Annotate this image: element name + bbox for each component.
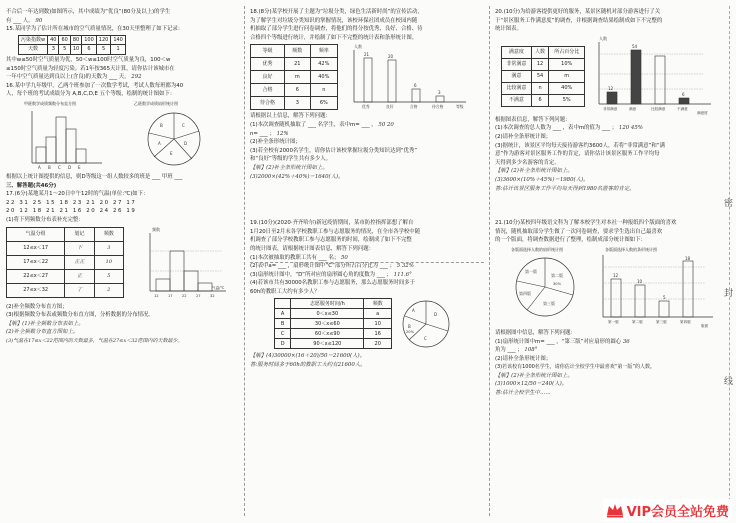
table-header: 所占百分比 xyxy=(549,46,585,58)
question-19: 19.(10分)(2020·齐齐哈尔)新冠疫情期间，某市防控指挥部想了解自 xyxy=(250,220,414,227)
solution-line: 【解】(2)补全条形统计图如上。 xyxy=(495,372,573,379)
table-cell: 100 xyxy=(82,35,97,45)
solution-line: 答:估计全校学生中…… xyxy=(495,390,551,397)
tick-label: 待合格 xyxy=(432,104,444,110)
pie-label: 第四版 xyxy=(519,290,531,296)
question-18: 18.(8分)某学校开展了主题为“垃圾分类，绿色生活新时尚”的宣传活动， xyxy=(250,9,423,15)
solution-line: (3)2000×(42%＋40%)＝1640(人)。 xyxy=(250,173,344,180)
table-cell: n xyxy=(531,82,549,94)
crown-icon xyxy=(606,502,624,518)
solution-line: (3)气温在17≤x＜22范围内的天数最多，气温在27≤x＜32范围内的天数最少。 xyxy=(6,337,183,344)
table-cell: 20 xyxy=(364,339,392,349)
svg-text:D: D xyxy=(184,140,188,146)
table-cell: 2 xyxy=(94,283,123,297)
table-cell: 满意 xyxy=(502,70,532,82)
tick-label: 合格 xyxy=(410,104,418,110)
table-header: 满意度 xyxy=(502,46,532,58)
table-cell: 22≤x＜27 xyxy=(7,269,65,283)
table-header: 频数 xyxy=(364,299,392,309)
tick-label: 32 xyxy=(210,293,215,298)
text-line: (3)据统计，该景区平均每天接待游客约3600人，若将“非常满意”和“满 xyxy=(495,142,665,149)
table-header: 频率 xyxy=(310,45,337,58)
table-cell: 不满意 xyxy=(502,94,532,106)
svg-text:A: A xyxy=(38,164,41,170)
data-label: 10 xyxy=(637,278,643,284)
text-line: 机抽取了部分学生进行问卷调查，将他们的得分按优秀、良好、合格、待 xyxy=(250,26,423,33)
table-cell: 10 xyxy=(70,45,81,55)
axis-label: 人数 xyxy=(354,44,362,50)
table-cell: 5 xyxy=(94,269,123,283)
blank-space xyxy=(250,181,484,219)
q19-figures xyxy=(250,296,484,352)
data-label: 18 xyxy=(685,255,691,261)
table-cell: 下 xyxy=(65,241,94,255)
tick-label: 非常满意 xyxy=(603,106,618,111)
data-label: 21 xyxy=(364,52,370,58)
solution-line: 答:服务时间多于60h的教职工大约有21600人。 xyxy=(250,362,366,369)
tick-label: 良好 xyxy=(386,104,394,110)
column-2 xyxy=(250,8,484,370)
text-line: 情况，随机抽取部分学生做了一次问卷调查，要求学生选出自己最喜欢 xyxy=(495,228,663,235)
table-cell: 非常满意 xyxy=(502,58,532,70)
text-line: 其中w≤50时空气质量为优，50＜w≤100时空气质量为良，100＜w xyxy=(6,56,171,63)
table-cell: 丁 xyxy=(65,283,94,297)
text-line: (4)若该市共有30000名教职工参与志愿服务，那么志愿服务时间多于 xyxy=(250,280,415,287)
pie-label: 第三版 xyxy=(543,300,555,306)
table-cell: m xyxy=(285,71,311,84)
q18-figures xyxy=(250,42,484,112)
text-line: (2)请补全条形统计图； xyxy=(495,133,552,140)
temp-data-row: 22 31 25 15 18 23 21 20 27 17 xyxy=(6,199,137,206)
temp-data-row: 20 12 18 21 21 16 20 24 26 19 xyxy=(6,208,137,215)
table-cell: 40% xyxy=(310,71,337,84)
text-line: 意”作为游客对景区服务工作的肯定，请你估计该景区服务工作平均每 xyxy=(495,151,660,158)
question-21: 21.(10分)某校四年级语文科为了解本校学生对本社一种报纸四个版面的喜欢 xyxy=(495,220,677,227)
text-line: (2)补全条形统计图； xyxy=(250,139,301,146)
text-line: 有 ___ 人。 xyxy=(6,17,34,24)
svg-text:C: C xyxy=(58,164,61,170)
solution-line: 【解】(2)补全条形统计图如上。 xyxy=(495,168,573,175)
handwritten-answer: 5 xyxy=(396,263,401,270)
tick-label: 等级 xyxy=(456,104,464,110)
pollution-table xyxy=(18,35,126,55)
text-line: 天得到多少名游客的肯定。 xyxy=(495,159,560,166)
svg-text:B: B xyxy=(160,122,163,128)
data-label: 6 xyxy=(414,83,417,89)
tick-label: 22 xyxy=(182,293,187,298)
handwritten-answer: 12% xyxy=(276,130,289,137)
frequency-table xyxy=(6,227,124,298)
table-cell: 正 xyxy=(65,269,94,283)
satisfaction-bar-chart xyxy=(593,34,717,116)
side-label: 密 xyxy=(724,199,734,209)
column-3 xyxy=(495,8,720,398)
text-line: (1)本次被抽取的教职工共有 ___ 名； xyxy=(250,254,340,261)
table-cell: 60 xyxy=(59,35,70,45)
svg-text:B: B xyxy=(48,164,51,170)
histogram-class-a xyxy=(24,107,106,171)
pie-label: 30% xyxy=(553,281,561,286)
solution-line: 答:估计该景区服务工作平均每天得到1980名游客的肯定。 xyxy=(495,185,635,192)
text-line: 于“景区服务工作满意度”的调查，并根据调查结果绘制成如下不完整的 xyxy=(495,17,663,24)
table-header xyxy=(275,299,291,309)
question-17: 17.(6分)某地某月1～20日中午12时的气温(单位:℃)如下： xyxy=(6,191,149,198)
table-cell: 60＜x≤90 xyxy=(291,329,364,339)
section-pie-chart xyxy=(513,255,579,321)
text-line: 角为 ___ ； xyxy=(495,347,523,354)
table-cell: 17≤x＜22 xyxy=(7,255,65,269)
text-line: 的一个版面，将调查数据进行了整理，绘制成部分统计图如下： xyxy=(495,237,646,244)
question-16: 16.某中学九年级甲，乙两个班参加了一次数学考试，考试人数每班都为40 xyxy=(6,82,184,89)
table-cell: D xyxy=(275,339,291,349)
tick-label: 第三版 xyxy=(656,319,667,324)
handwritten-answer: 32% xyxy=(401,263,414,270)
table-header: 频数 xyxy=(94,227,123,241)
handwritten-answer: 111.6° xyxy=(393,271,412,278)
table-cell: 良好 xyxy=(251,71,285,84)
table-cell: 1 xyxy=(111,45,126,55)
table-cell: 5 xyxy=(96,45,111,55)
table-header: 人数 xyxy=(531,46,549,58)
tick-label: 不满意 xyxy=(677,106,688,111)
side-label: 封 xyxy=(724,289,734,299)
axis-label: 频数 xyxy=(152,226,160,232)
table-header: 等级 xyxy=(251,45,285,58)
data-label: 3 xyxy=(438,90,441,96)
table-header: 气温分组 xyxy=(7,227,65,241)
axis-label: 人数 xyxy=(599,35,607,41)
table-cell: 3 xyxy=(48,45,59,55)
table-cell: 6% xyxy=(310,97,337,110)
table-cell: C xyxy=(275,329,291,339)
table-cell: 54 xyxy=(531,70,549,82)
text-line: 1月20日至2月末各学校教职工参与志愿服务的情况，在全市各学校中随 xyxy=(250,228,421,235)
handwritten-answer: 108° xyxy=(524,347,538,354)
pie-label: B xyxy=(408,324,411,330)
handwritten-answer: 50 xyxy=(378,121,386,128)
handwritten-answer: 20 xyxy=(386,121,394,128)
table-cell: 40% xyxy=(549,82,585,94)
text-line: (1)本次调查随机抽取了 ___ 名学生，表中m= ___ ， xyxy=(250,121,377,128)
text-line: 60h的教职工大约有多少人？ xyxy=(250,288,320,295)
section-title: 三、解答题(共46分) xyxy=(6,182,57,189)
table-cell: A xyxy=(275,309,291,319)
text-line: 一年中空气质量达到良以上(含良)的天数为 ___ 天。 xyxy=(6,74,130,81)
side-label: 线 xyxy=(724,377,734,387)
pie-label: 20% xyxy=(406,330,414,335)
tick-label: 第四版 xyxy=(680,319,691,324)
satisfaction-table xyxy=(501,46,585,107)
chart-a-title: 甲班数学成绩频数分布直方图 xyxy=(24,100,76,106)
bar-title: 各版面选择人数的条形统计图 xyxy=(605,246,657,252)
data-label: 5 xyxy=(663,294,666,300)
table-cell: 80 xyxy=(70,35,81,45)
data-label: 20 xyxy=(388,54,394,60)
table-cell: m xyxy=(549,70,585,82)
data-label: 54 xyxy=(632,43,638,49)
handwritten-answer: 45% xyxy=(630,125,643,132)
table-cell: 6 xyxy=(82,45,97,55)
table-cell: 污染指数w xyxy=(19,35,48,45)
table-cell: 5 xyxy=(59,45,70,55)
text-line: 请根据图中信息，解答下列问题： xyxy=(495,329,576,336)
q21-figures xyxy=(495,245,720,329)
table-cell: 优秀 xyxy=(251,58,285,71)
pie-label: 第一版 xyxy=(525,268,537,274)
pie-label: C xyxy=(424,336,427,342)
watermark-text: VIP会员全站免费 xyxy=(626,504,729,520)
text-line: 人，每个班的考试成绩分为 A,B,C,D,E 五个等级，绘制的统计图 xyxy=(6,91,159,98)
pie-class-b xyxy=(144,109,204,169)
handwritten-answer: 292 xyxy=(131,74,142,81)
table-cell: 42% xyxy=(310,58,337,71)
table-cell: 6 xyxy=(531,94,549,106)
svg-text:C: C xyxy=(182,122,185,128)
service-table xyxy=(274,298,392,349)
tick-label: 第一版 xyxy=(608,319,619,324)
table-cell: 比较满意 xyxy=(502,82,532,94)
table-cell: 16 xyxy=(364,329,392,339)
table-cell: 12 xyxy=(531,58,549,70)
tick-label: 版面 xyxy=(701,323,709,328)
column-divider xyxy=(489,6,490,516)
text-line: (1)本次调查的总人数为 ___ ，表中m的值为 ___ ； xyxy=(495,125,618,132)
text-line: (3)扇形统计图中，“D”所对应的扇形圆心角的度数为 ___ ； xyxy=(250,271,392,278)
solution-line: 【解】(2)补全条形统计图如上。 xyxy=(250,164,328,171)
pie-label: 第二版 xyxy=(551,272,563,278)
table-cell: 21 xyxy=(285,58,311,71)
tick-label: 27 xyxy=(196,293,201,298)
text-line: ≤150时空气质量为轻度污染。若1年按365天计算，请你估计该城市在 xyxy=(6,65,175,72)
table-cell: 0＜x≤30 xyxy=(291,309,364,319)
blank-space xyxy=(495,193,720,219)
text-line: 根据以上统计图提供的信息，则D等级这一组人数较多的班是 ___ 甲班 ___ xyxy=(6,173,183,180)
pie-title: 各版面选择人数的扇形统计图 xyxy=(511,246,563,252)
column-1 xyxy=(6,8,238,345)
text-line: (3)根据频数分布表或频数分布直方图，分析数据的分布情况。 xyxy=(6,312,154,319)
table-cell: 合格 xyxy=(251,84,285,97)
chart-b-title: 乙班数学成绩扇形统计图 xyxy=(134,100,178,106)
text-line: 统计图表。 xyxy=(495,26,522,33)
text-line: 机调查了部分学校教职工参与志愿服务的时间，绘制成了如下不完整 xyxy=(250,237,412,244)
solution-line: 【解】(4)30000×(16＋20)/50＝21600(人)。 xyxy=(250,353,365,360)
svg-text:E: E xyxy=(78,164,81,170)
table-cell: 10 xyxy=(94,255,123,269)
table-cell: n xyxy=(310,84,337,97)
q16-figures xyxy=(6,99,238,173)
table-cell: 正正 xyxy=(65,255,94,269)
table-header: 频数 xyxy=(285,45,311,58)
text-line: 如下： xyxy=(158,91,176,98)
data-label: 12 xyxy=(613,272,619,278)
tick-label: 第二版 xyxy=(632,319,643,324)
text-line: 合格四个等级进行统计，并绘制了如下不完整的统计表和条形统计图。 xyxy=(250,34,418,41)
table-cell: 40 xyxy=(48,35,59,45)
handwritten-answer: 36 xyxy=(622,338,630,345)
question-15: 15.某同学为了估计所在城市的空气质量情况，在30天里整理了如下记录： xyxy=(6,26,184,33)
table-cell: 3 xyxy=(94,241,123,255)
table-cell: a xyxy=(364,309,392,319)
q17-figures xyxy=(6,225,238,303)
tick-label: 满意度 xyxy=(697,110,708,115)
text-line: 为了解学生对垃圾分类知识的掌握情况，该校环保社团成员在校园内随 xyxy=(250,17,418,24)
table-header: 志愿服务时间/h xyxy=(291,299,364,309)
table-cell: 27≤x＜32 xyxy=(7,283,65,297)
data-label: 6 xyxy=(682,91,685,97)
axis-label: 气温/℃ xyxy=(212,285,225,290)
section-bar-chart xyxy=(595,253,719,329)
text-line: (2)补全频数分布直方图； xyxy=(6,303,68,310)
table-cell: 12≤x＜17 xyxy=(7,241,65,255)
svg-text:A: A xyxy=(158,140,161,146)
table-cell: 6 xyxy=(285,84,311,97)
table-header: 划记 xyxy=(65,227,94,241)
seal-line xyxy=(729,6,730,516)
text-line: (2)请补全条形统计图； xyxy=(495,355,552,362)
table-cell: 30＜x≤60 xyxy=(291,319,364,329)
question-20: 20.(10分)为给游客提供更好的服务，某景区随机对部分游客进行了关 xyxy=(495,9,661,15)
handwritten-answer: 120 xyxy=(618,125,630,132)
pie-label: D xyxy=(434,312,438,318)
handwritten-answer: 90 xyxy=(35,17,43,24)
text-line: 不合后一年达到数)如图所示，其中成绩为“优良”(80分及以上)的学生 xyxy=(6,9,171,15)
table-cell: 140 xyxy=(111,35,126,45)
tick-label: 满意 xyxy=(629,106,637,111)
solution-line: 【解】(1)补全频数分布表如上。 xyxy=(6,320,84,327)
handwritten-answer: 50 xyxy=(340,254,348,261)
temperature-histogram xyxy=(142,225,234,303)
grade-table xyxy=(250,44,338,110)
tick-label: 优秀 xyxy=(362,104,370,110)
tick-label: 17 xyxy=(168,293,173,298)
solution-line: (2)补全频数分布直方图如上。 xyxy=(6,329,79,336)
tick-label: 12 xyxy=(154,293,159,298)
text-line: (3)若该校有1000名学生，请你估计全校学生中最喜欢“第一版”的人数。 xyxy=(495,364,655,371)
solution-line: (3)3600×(10%＋45%)＝1980(人)。 xyxy=(495,176,589,183)
column-divider xyxy=(244,6,245,516)
text-line: (3)若全校有2000名学生，请你估计该校掌握垃圾分类知识达到“优秀” xyxy=(250,147,418,154)
text-line: (2)表中a= ___ ，扇形统计图中“C”部分所占百分比为 ___ ； xyxy=(250,263,395,270)
table-cell: 5% xyxy=(549,94,585,106)
service-pie-chart xyxy=(400,298,454,350)
table-cell: B xyxy=(275,319,291,329)
text-line: 根据图表信息，解答下列问题： xyxy=(495,116,571,123)
pie-label: A xyxy=(412,308,415,314)
table-cell: 天数 xyxy=(19,45,48,55)
section-rule xyxy=(250,262,484,263)
grade-bar-chart xyxy=(348,42,478,112)
tick-label: 比较满意 xyxy=(651,106,666,111)
text-line: 和“良好”等级的学生共有多少人。 xyxy=(250,156,332,163)
vip-watermark[interactable] xyxy=(603,499,732,521)
solution-line: (3)1000×12/50＝240(人)。 xyxy=(495,381,568,388)
text-line: 的统计图表，请根据统计图表信息，解答下列问题： xyxy=(250,245,374,252)
text-line: (1)将下列频数分布表补充完整： xyxy=(6,216,84,223)
q20-figures xyxy=(495,34,720,116)
text-line: 请根据以上信息，解答下列问题： xyxy=(250,113,331,120)
svg-text:E: E xyxy=(170,150,173,156)
table-cell: 3 xyxy=(285,97,311,110)
table-cell: 10% xyxy=(549,58,585,70)
table-cell: 10 xyxy=(364,319,392,329)
table-cell: 120 xyxy=(96,35,111,45)
data-label: 12 xyxy=(608,85,614,91)
text-line: n= ___ ； xyxy=(250,130,275,137)
table-cell: 90＜x≤120 xyxy=(291,339,364,349)
svg-text:D: D xyxy=(68,164,72,170)
text-line: (1)扇形统计图中m= ___ ，“第三版”对应扇形的圆心 xyxy=(495,338,622,345)
table-cell: 待合格 xyxy=(251,97,285,110)
